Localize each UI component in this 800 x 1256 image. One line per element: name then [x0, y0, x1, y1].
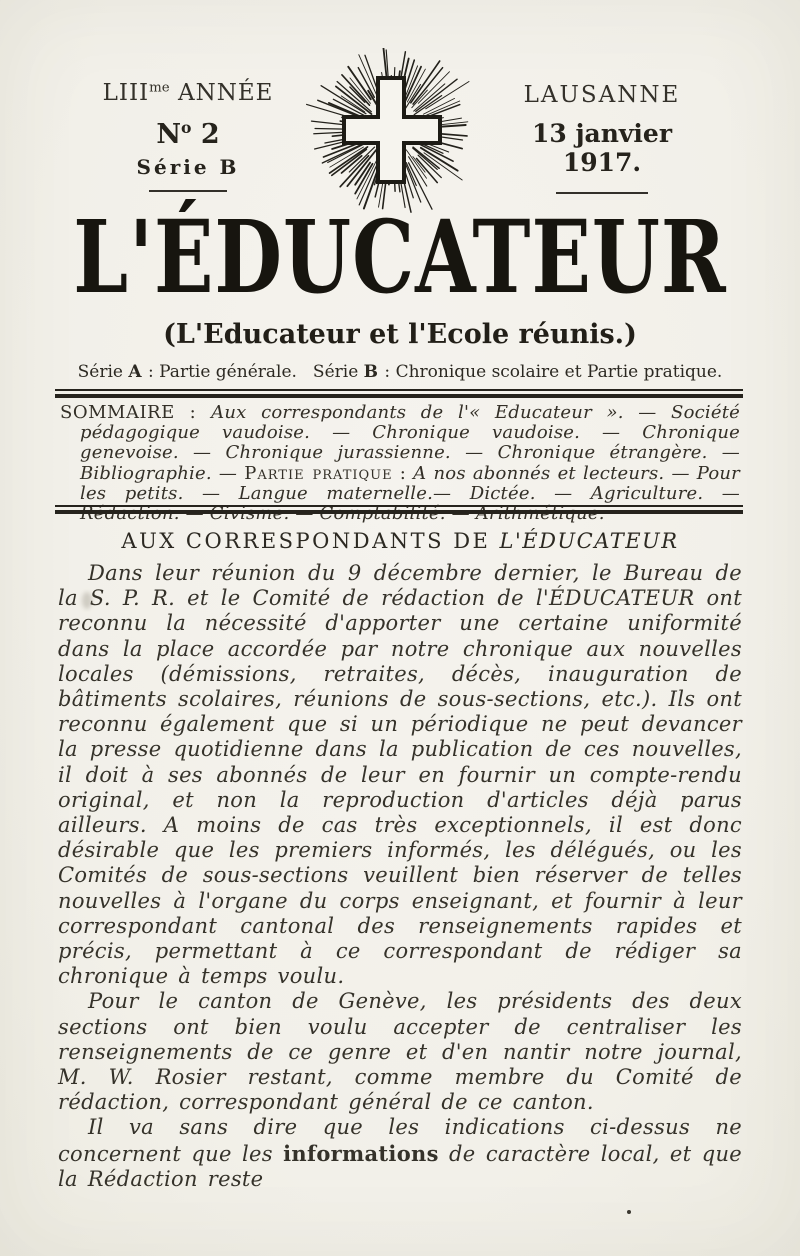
text-segment: Pour le canton de Genève, les présidents des deux sections ont bien voulu accepter de centraliser les renseignements de ce genre et d'en nantir notre journal, M. W. Rosier restant, comme membre du Comité de rédaction, correspondant général de ce canton. [58, 989, 742, 1115]
masthead-right [502, 82, 702, 194]
emblem-ray [418, 72, 449, 104]
text-segment: A [128, 362, 143, 382]
text-segment: Partie pratique [244, 462, 393, 484]
article-heading [0, 529, 800, 553]
year-label [93, 80, 283, 106]
article-paragraph [58, 1115, 742, 1192]
journal-subtitle: (L'Educateur et l'Ecole réunis.) [163, 319, 637, 350]
scan-smudge [82, 592, 92, 609]
emblem-ray [413, 157, 425, 173]
text-segment: AUX CORRESPONDANTS DE [121, 529, 500, 553]
text-segment: SOMMAIRE : [60, 402, 212, 423]
text-segment: A nos abonnés et lecteurs. — Pour les petits. — Langue maternelle.— Dictée. — Agriculture. — Rédaction. — Civisme. — Comptabilité. — Arithmétique. [80, 462, 740, 525]
text-segment: Aux correspondants de l'« Educateur ». — Société pédagogique vaudoise. — Chronique vaudoise. — Chronique genevoise. — Chronique jurassienne. — Chronique étrangère. — Bibliographie. — [80, 402, 740, 484]
series-info-line [0, 362, 800, 382]
article-body [58, 561, 742, 1192]
text-segment: B [363, 362, 380, 382]
text-segment: ANNÉE [169, 80, 274, 106]
emblem-container [302, 48, 482, 216]
text-segment: 2 [191, 119, 220, 150]
text-segment: LIII [102, 80, 150, 106]
text-segment: me [149, 80, 170, 96]
text-segment: Dans leur réunion du 9 décembre dernier, le Bureau de la S. P. R. et le Comité de rédaction de l'ÉDUCATEUR ont reconnu la nécessité d'apporter une certaine uniformité dans la place accordée par notre chronique aux nouvelles locales (démissions, retraites, décès, inauguration de bâtiments scolaires, réunions de sous-sections, etc.). Ils ont reconnu également que si un périodique ne peut devancer la presse quotidienne dans la publication de ces nouvelles, il doit à ses abonnés de leur en fournir un compte-rendu original, et non la reproduction d'articles déjà parus ailleurs. A moins de cas très exceptionnels, il est donc désirable que les premiers informés, les délégués, ou les Comités de sous-sections veuillent bien réserver de telles nouvelles à l'organe du corps enseignant, et fournir à leur correspondant cantonal des renseignements rapides et précis, permettant à ce correspondant de rédiger sa chronique à temps voulu. [58, 561, 742, 989]
issue-number [93, 118, 283, 150]
text-segment: de caractère local, et que la Rédaction reste [58, 1141, 743, 1191]
masthead-left [93, 80, 283, 192]
text-segment: L'ÉDUCATEUR [499, 529, 679, 553]
separator-rule-top [55, 389, 743, 398]
journal-title: L'ÉDUCATEUR [73, 200, 727, 317]
text-segment: Série [77, 362, 129, 382]
date-underline [556, 192, 648, 194]
text-segment: Série [312, 362, 364, 382]
separator-rule-bottom [55, 505, 743, 514]
text-segment: : Chronique scolaire et Partie pratique. [379, 362, 723, 382]
text-segment: : [392, 462, 414, 484]
article-paragraph [58, 561, 742, 989]
text-segment: : Partie générale. [142, 362, 297, 382]
date-label: 13 janvier 1917. [531, 119, 672, 177]
text-segment: o [181, 118, 192, 137]
city-label: LAUSANNE [523, 82, 681, 108]
scan-speck [627, 1210, 631, 1214]
emblem-ray [416, 79, 457, 111]
text-segment: informations [283, 1140, 439, 1166]
series-underline [149, 190, 227, 192]
text-segment: Il va sans dire que les indications ci-dessus ne concernent que les [58, 1115, 742, 1166]
text-segment: N [156, 119, 182, 150]
swiss-cross-starburst-icon [302, 48, 482, 216]
article-paragraph [58, 989, 742, 1115]
series-label: Série B [136, 155, 240, 179]
